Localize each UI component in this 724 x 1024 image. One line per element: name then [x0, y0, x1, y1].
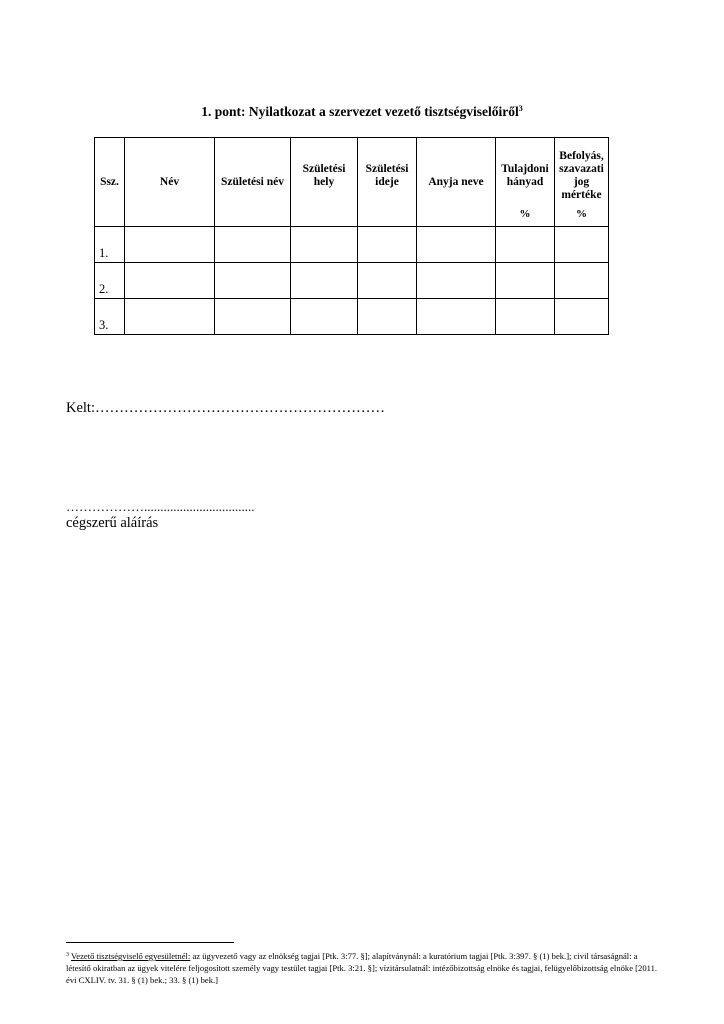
cell-szuletesi-nev[interactable]: [215, 263, 291, 299]
page-title: [0, 104, 724, 120]
table-row: [95, 263, 609, 299]
title-text: 1. pont: Nyilatkozat a szervezet vezető tisztségviselőiről: [201, 104, 519, 119]
cell-anyja-neve[interactable]: [417, 227, 496, 263]
header-szuletesi-ideje: Születési ideje: [358, 138, 417, 227]
date-line[interactable]: [66, 400, 385, 417]
footnote-marker: 3: [66, 952, 69, 958]
header-szuletesi-hely: Születési hely: [291, 138, 358, 227]
cell-anyja-neve[interactable]: [417, 299, 496, 335]
cell-tulajdoni-hanyad[interactable]: [496, 227, 555, 263]
header-anyja-neve: Anyja neve: [417, 138, 496, 227]
cell-nev[interactable]: [125, 227, 215, 263]
footnote-text: az ügyvezető vagy az elnökség tagjai [Ptk. 3:77. §]; alapítványnál: a kuratórium tagjai [Ptk. 3:397. § (1) bek.]; civil társaságnál: a létesítő okiratban az ügyek vitelére feljogosított személy vagy testület tagjai [Ptk. 3:21. §]; vízitársulatnál: intézőbizottság elnöke és tagjai, felügyelőbizottság elnöke [2011. évi CXLIV. tv. 31. § (1) bek.; 33. § (1) bek.]: [66, 951, 658, 985]
percent-unit: %: [519, 208, 531, 220]
percent-unit: %: [576, 208, 587, 220]
header-nev: Név: [125, 138, 215, 227]
kelt-label: Kelt:: [66, 400, 95, 416]
header-tulajdoni-hanyad: Tulajdoni hányad %: [496, 138, 555, 227]
cell-tulajdoni-hanyad[interactable]: [496, 263, 555, 299]
row-number: 1.: [95, 227, 125, 263]
header-befolyas: Befolyás, szavazati jog mértéke %: [555, 138, 609, 227]
cell-befolyas[interactable]: [555, 227, 609, 263]
table-header-row: [95, 138, 609, 227]
table-row: [95, 227, 609, 263]
cell-szuletesi-ideje[interactable]: [358, 299, 417, 335]
footnote-divider: [66, 942, 234, 943]
header-ssz: Ssz.: [95, 138, 125, 227]
cell-befolyas[interactable]: [555, 263, 609, 299]
cell-szuletesi-hely[interactable]: [291, 227, 358, 263]
row-number: 2.: [95, 263, 125, 299]
cell-nev[interactable]: [125, 299, 215, 335]
cell-szuletesi-nev[interactable]: [215, 299, 291, 335]
table-row: [95, 299, 609, 335]
cell-szuletesi-nev[interactable]: [215, 227, 291, 263]
header-szuletesi-nev: Születési név: [215, 138, 291, 227]
cell-szuletesi-hely[interactable]: [291, 299, 358, 335]
cell-tulajdoni-hanyad[interactable]: [496, 299, 555, 335]
cell-szuletesi-hely[interactable]: [291, 263, 358, 299]
cell-befolyas[interactable]: [555, 299, 609, 335]
kelt-dots: ……………………………………………………: [95, 400, 385, 416]
footnote: [66, 950, 658, 986]
footnote-underlined: Vezető tisztségviselő egyesületnél:: [71, 951, 191, 961]
cell-szuletesi-ideje[interactable]: [358, 263, 417, 299]
row-number: 3.: [95, 299, 125, 335]
officers-table: [94, 137, 609, 335]
signature-line[interactable]: ………………..................................: [66, 499, 255, 514]
cell-szuletesi-ideje[interactable]: [358, 227, 417, 263]
signature-label: cégszerű aláírás: [66, 515, 159, 531]
cell-anyja-neve[interactable]: [417, 263, 496, 299]
footnote-reference: 3: [518, 104, 523, 113]
cell-nev[interactable]: [125, 263, 215, 299]
